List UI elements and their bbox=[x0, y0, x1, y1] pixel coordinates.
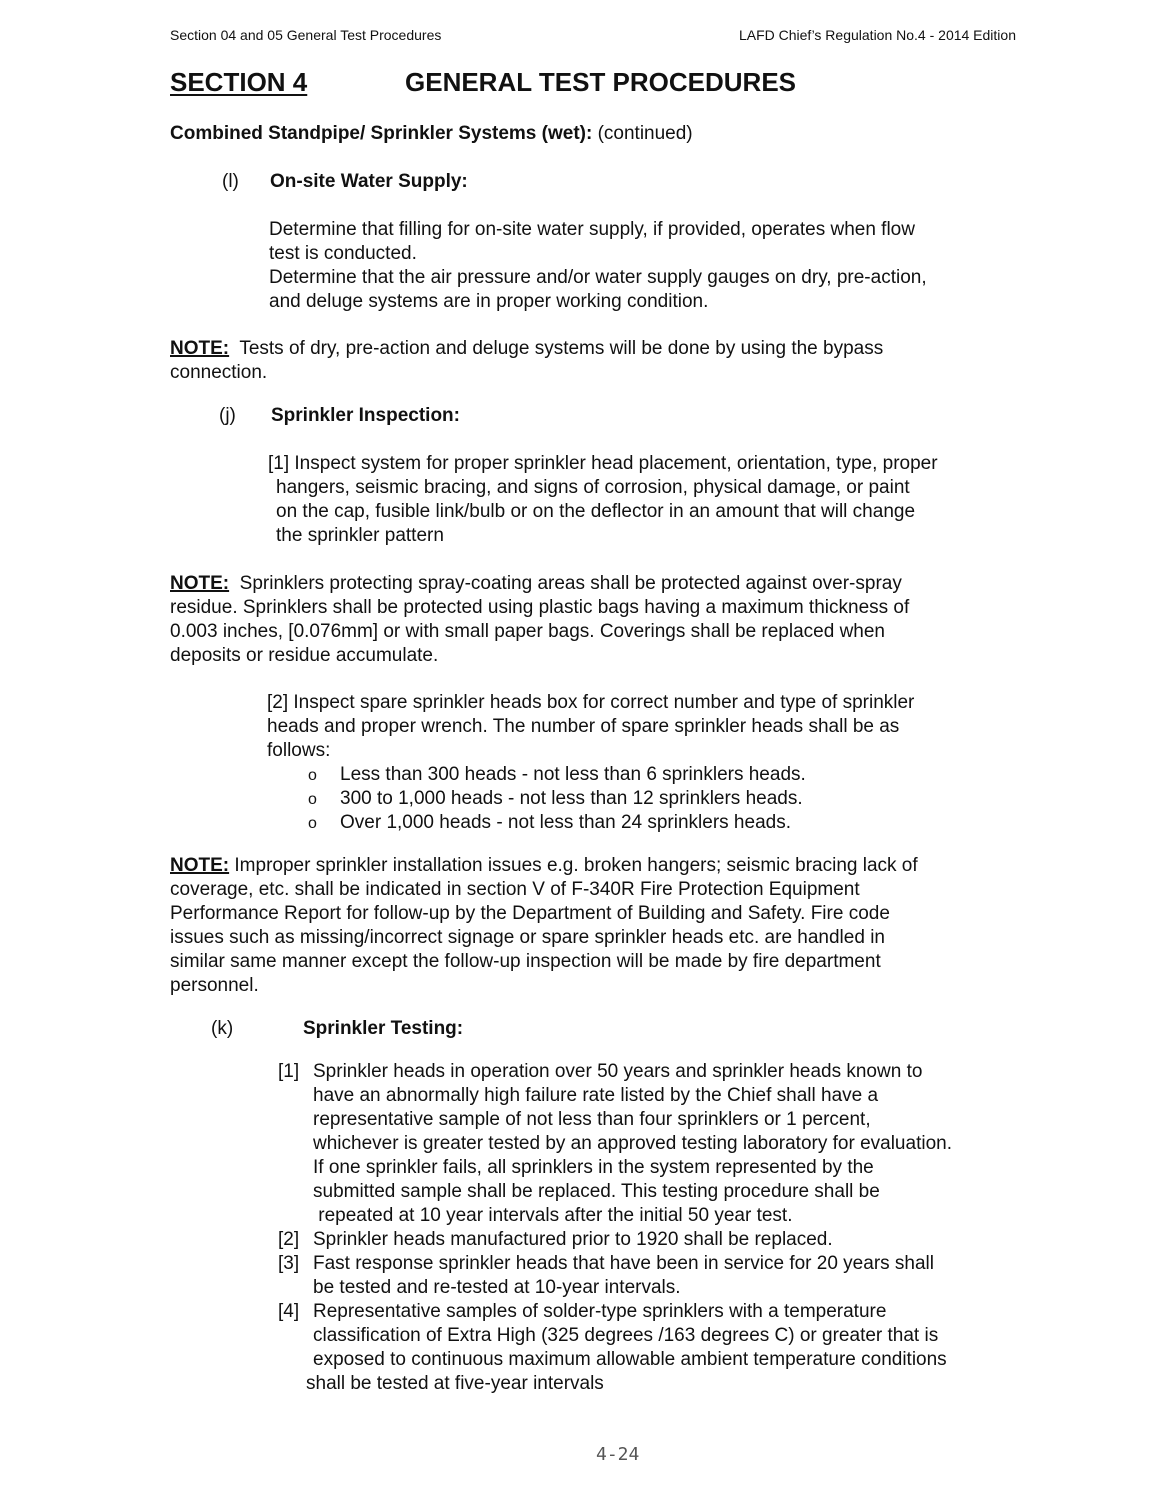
note bbox=[170, 572, 909, 668]
page-number: 4-24 bbox=[596, 1444, 640, 1465]
section-number: SECTION 4 bbox=[170, 67, 308, 97]
text-line: the sprinkler pattern bbox=[276, 525, 444, 546]
list-item bbox=[308, 811, 806, 835]
list-item-text: 300 to 1,000 heads - not less than 12 sprinklers heads. bbox=[340, 788, 803, 809]
item-marker: (j) bbox=[219, 405, 236, 426]
subsection-heading bbox=[170, 122, 693, 146]
text-line: on the cap, fusible link/bulb or on the deflector in an amount that will change bbox=[276, 501, 916, 522]
section-title: GENERAL TEST PROCEDURES bbox=[405, 67, 797, 97]
list-item bbox=[308, 763, 806, 787]
text-line: deposits or residue accumulate. bbox=[170, 645, 439, 666]
list-item bbox=[308, 787, 806, 811]
text-line: Sprinkler heads manufactured prior to 1920 shall be replaced. bbox=[313, 1229, 833, 1250]
text-line: Tests of dry, pre-action and deluge systems will be done by using the bypass bbox=[239, 338, 884, 359]
bullet-list bbox=[308, 763, 806, 835]
list-number: [3] bbox=[278, 1253, 300, 1274]
list-number: [1] bbox=[278, 1061, 300, 1082]
note bbox=[170, 337, 883, 385]
text-line: be tested and re-tested at 10-year intervals. bbox=[313, 1277, 681, 1298]
text-line: classification of Extra High (325 degrees /163 degrees C) or greater that is bbox=[313, 1325, 939, 1346]
bullet-icon: o bbox=[308, 815, 317, 832]
text-line: [2] Inspect spare sprinkler heads box for correct number and type of sprinkler bbox=[267, 692, 915, 713]
running-header-right: LAFD Chief’s Regulation No.4 - 2014 Edition bbox=[738, 27, 1016, 43]
item-marker: (l) bbox=[222, 171, 239, 192]
item-heading: Sprinkler Inspection: bbox=[271, 405, 460, 426]
text-line: submitted sample shall be replaced. This testing procedure shall be bbox=[313, 1181, 880, 1202]
paragraph bbox=[267, 691, 914, 763]
paragraph bbox=[268, 452, 938, 548]
text-line: 0.003 inches, [0.076mm] or with small paper bags. Coverings shall be replaced when bbox=[170, 621, 885, 642]
numbered-list bbox=[278, 1060, 952, 1396]
text-line: residue. Sprinklers shall be protected using plastic bags having a maximum thickness of bbox=[170, 597, 910, 618]
note-label: NOTE: bbox=[170, 338, 230, 359]
list-number: [4] bbox=[278, 1301, 300, 1322]
text-line: exposed to continuous maximum allowable ambient temperature conditions bbox=[313, 1349, 947, 1370]
item-marker: (k) bbox=[211, 1018, 234, 1039]
text-line: follows: bbox=[267, 740, 331, 761]
text-line: and deluge systems are in proper working condition. bbox=[269, 291, 709, 312]
text-line: issues such as missing/incorrect signage or spare sprinkler heads etc. are handled in bbox=[170, 927, 885, 948]
running-header-left: Section 04 and 05 General Test Procedures bbox=[170, 27, 442, 43]
paragraph bbox=[269, 218, 927, 314]
item-heading: Sprinkler Testing: bbox=[303, 1018, 464, 1039]
text-line: Improper sprinkler installation issues e.g. broken hangers; seismic bracing lack of bbox=[234, 855, 918, 876]
note-label: NOTE: bbox=[170, 855, 230, 876]
text-line: repeated at 10 year intervals after the initial 50 year test. bbox=[313, 1205, 793, 1226]
note bbox=[170, 854, 918, 998]
list-item-text: Over 1,000 heads - not less than 24 sprinklers heads. bbox=[340, 812, 791, 833]
text-line: [1] Inspect system for proper sprinkler head placement, orientation, type, proper bbox=[268, 453, 938, 474]
text-line: coverage, etc. shall be indicated in section V of F-340R Fire Protection Equipment bbox=[170, 879, 860, 900]
text-line: have an abnormally high failure rate listed by the Chief shall have a bbox=[313, 1085, 879, 1106]
bullet-icon: o bbox=[308, 767, 317, 784]
text-line: Representative samples of solder-type sprinklers with a temperature bbox=[313, 1301, 887, 1322]
list-number: [2] bbox=[278, 1229, 300, 1250]
item-heading: On-site Water Supply: bbox=[270, 171, 468, 192]
text-line: shall be tested at five-year intervals bbox=[306, 1373, 604, 1394]
text-line: personnel. bbox=[170, 975, 259, 996]
text-line: If one sprinkler fails, all sprinklers in the system represented by the bbox=[313, 1157, 874, 1178]
subsection-title: Combined Standpipe/ Sprinkler Systems (wet): bbox=[170, 123, 593, 144]
text-line: Sprinklers protecting spray-coating areas shall be protected against over-spray bbox=[239, 573, 902, 594]
text-line: representative sample of not less than four sprinklers or 1 percent, bbox=[313, 1109, 871, 1130]
bullet-icon: o bbox=[308, 791, 317, 808]
list-item-text: Less than 300 heads - not less than 6 sprinklers heads. bbox=[340, 764, 806, 785]
text-line: heads and proper wrench. The number of spare sprinkler heads shall be as bbox=[267, 716, 900, 737]
text-line: test is conducted. bbox=[269, 243, 417, 264]
subsection-continued: (continued) bbox=[597, 123, 693, 144]
text-line: connection. bbox=[170, 362, 268, 383]
text-line: Sprinkler heads in operation over 50 years and sprinkler heads known to bbox=[313, 1061, 923, 1082]
text-line: whichever is greater tested by an approved testing laboratory for evaluation. bbox=[313, 1133, 952, 1154]
text-line: Determine that the air pressure and/or water supply gauges on dry, pre-action, bbox=[269, 267, 927, 288]
text-line: Fast response sprinkler heads that have been in service for 20 years shall bbox=[313, 1253, 934, 1274]
text-line: Determine that filling for on-site water supply, if provided, operates when flow bbox=[269, 219, 915, 240]
text-line: Performance Report for follow-up by the Department of Building and Safety. Fire code bbox=[170, 903, 890, 924]
text-line: hangers, seismic bracing, and signs of corrosion, physical damage, or paint bbox=[276, 477, 910, 498]
note-label: NOTE: bbox=[170, 573, 230, 594]
text-line: similar same manner except the follow-up inspection will be made by fire department bbox=[170, 951, 881, 972]
